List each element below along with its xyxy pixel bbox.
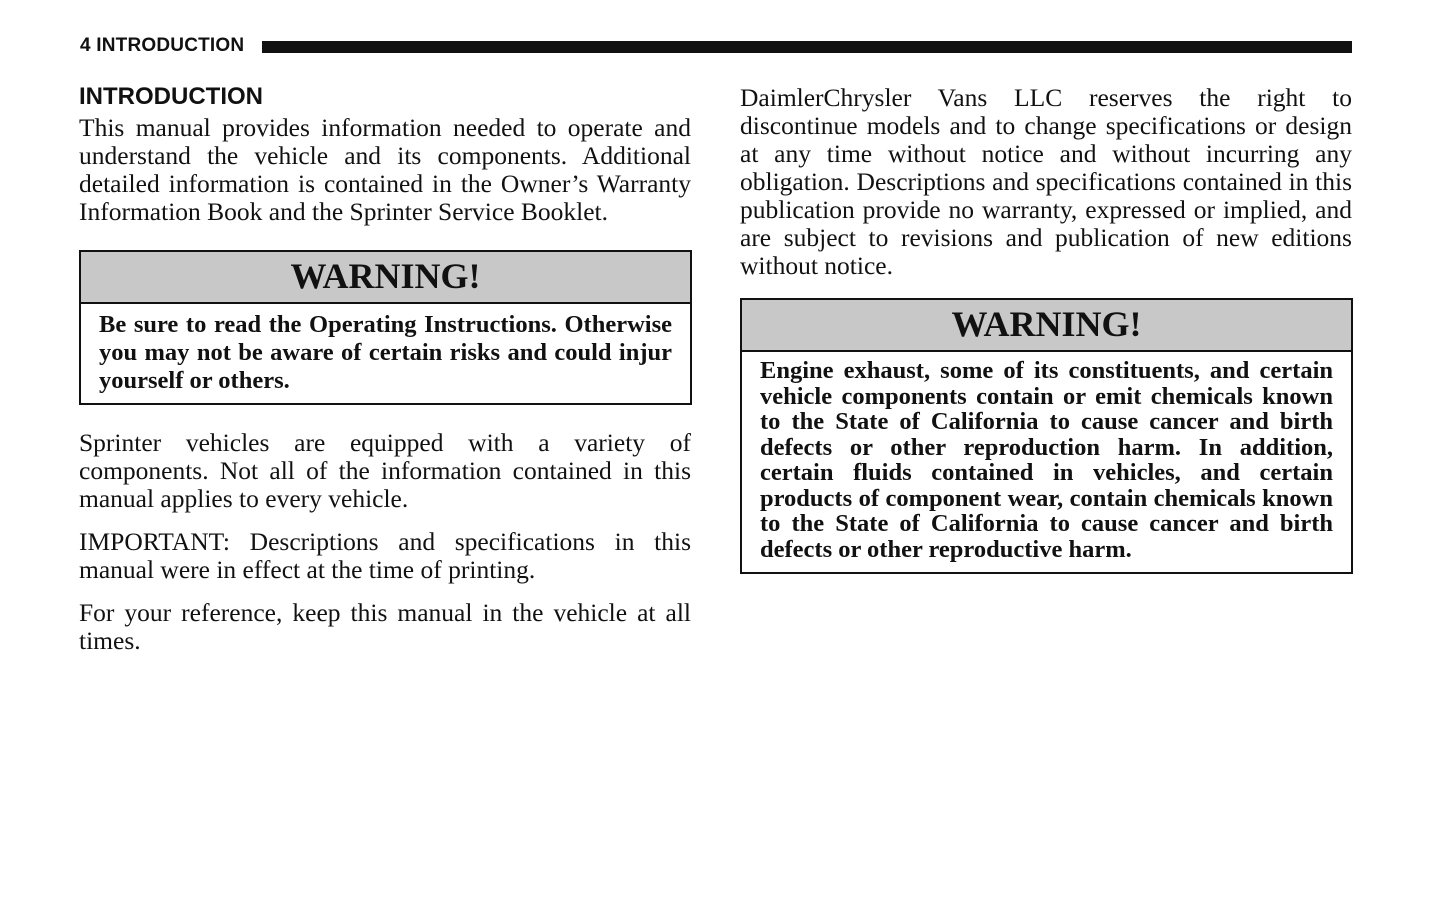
page-header (80, 34, 1352, 58)
reference-paragraph: For your reference, keep this manual in the vehicle at all times. (79, 598, 691, 655)
right-column (740, 84, 1352, 574)
important-paragraph: IMPORTANT: Descriptions and specifications in this manual were in effect at the time of printing. (79, 527, 691, 584)
intro-paragraph: This manual provides information needed to operate and understand the vehicle and its components. Additional detailed information is contained in the Owner’s Warranty Information Book and the Sprinter Service Booklet. (79, 113, 691, 226)
warning-box-california (740, 298, 1353, 574)
warning-text: Be sure to read the Operating Instructions. Otherwise you may not be aware of certain risks and could injur yourself or others. (99, 311, 672, 394)
warning-text: Engine exhaust, some of its constituents, and certain vehicle components contain or emit chemicals known to the State of California to cause cancer and birth defects or other reproduction harm. In addition, certain fluids contained in vehicles, and certain products of component wear, contain chemicals known to the State of California to cause cancer and birth defects or other reproductive harm. (760, 357, 1333, 563)
section-heading: INTRODUCTION (79, 83, 263, 110)
rights-paragraph: DaimlerChrysler Vans LLC reserves the right to discontinue models and to change specifications or design at any time without notice and without incurring any obligation. Descriptions and specifications contained in this publication provide no warranty, expressed or implied, and are subject to revisions and publication of new editions without notice. (740, 83, 1352, 280)
left-column (79, 82, 691, 655)
variety-paragraph: Sprinter vehicles are equipped with a variety of components. Not all of the information contained in this manual applies to every vehicle. (79, 428, 691, 513)
warning-title: WARNING! (742, 300, 1351, 352)
running-head: 4 INTRODUCTION (80, 35, 245, 56)
warning-title: WARNING! (81, 252, 690, 304)
header-rule (262, 41, 1352, 53)
warning-box-operating-instructions (79, 250, 692, 405)
